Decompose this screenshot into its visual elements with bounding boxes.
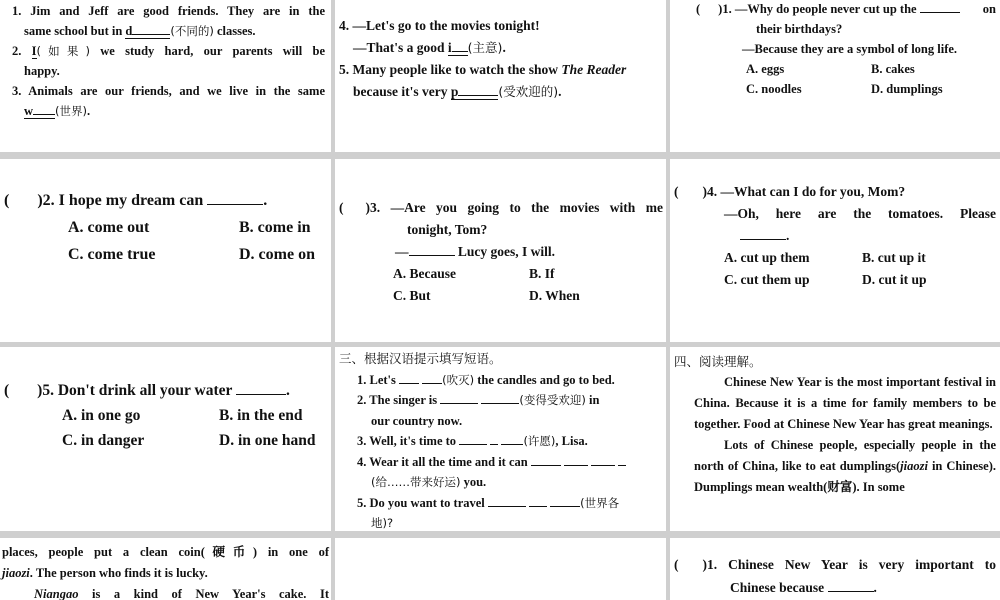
reading-paragraph-1: Chinese New Year is the most important festival in China. Because it is a time for family members to be together. Food at Chinese New Year has great meanings. bbox=[694, 375, 996, 431]
hint-text: (给……带来好运) bbox=[371, 475, 461, 489]
question-text: on bbox=[982, 2, 996, 16]
question-text: the candles and go to bed. bbox=[474, 372, 615, 387]
answer-paren-open: ( bbox=[4, 382, 10, 399]
answer-paren-close: ) bbox=[702, 184, 707, 199]
hint-text: (世界) bbox=[55, 104, 88, 118]
option-b[interactable]: B. cakes bbox=[871, 62, 915, 76]
option-d[interactable]: D. cut it up bbox=[862, 272, 927, 287]
option-d[interactable]: D. in one hand bbox=[219, 432, 316, 449]
answer-blank[interactable] bbox=[24, 104, 55, 119]
panel-mc-2 bbox=[0, 159, 331, 342]
question-text: in bbox=[585, 393, 600, 407]
panel-vocab-fill-2 bbox=[335, 0, 666, 152]
question-text: 5. Many people like to watch the show bbox=[339, 62, 562, 77]
question-text: —Because they are a symbol of long life. bbox=[742, 42, 958, 56]
panel-reading-continued bbox=[0, 538, 331, 600]
section-heading: 三、根据汉语提示填写短语。 bbox=[339, 351, 502, 366]
answer-blank[interactable] bbox=[564, 452, 588, 466]
phrase-item-3 bbox=[339, 431, 663, 452]
answer-blank[interactable] bbox=[399, 370, 419, 384]
question-1 bbox=[12, 1, 325, 41]
question-text: . bbox=[502, 40, 506, 55]
question-text: classes. bbox=[213, 24, 256, 38]
option-d[interactable]: D. come on bbox=[239, 246, 315, 263]
option-c[interactable]: C. come true bbox=[68, 246, 156, 263]
question-text: —Oh, here are the tomatoes. Please bbox=[724, 206, 996, 221]
hint-text: (不同的) bbox=[170, 24, 214, 38]
option-d[interactable]: D. When bbox=[529, 288, 580, 303]
answer-blank[interactable] bbox=[490, 431, 498, 445]
option-c[interactable]: C. in danger bbox=[62, 432, 145, 449]
reading-text: Lots of Chinese people, especially people in the north of China, like to eat dumplings( bbox=[694, 438, 996, 473]
question-text: —That's a good bbox=[353, 40, 448, 55]
question-text: 4. —What can I do for you, Mom? bbox=[707, 184, 906, 199]
question-text: 4. —Let's go to the movies tonight! bbox=[339, 18, 540, 33]
question-text: 3. Well, it's time to bbox=[357, 434, 457, 448]
question-text: — bbox=[395, 244, 409, 259]
answer-blank[interactable] bbox=[125, 24, 170, 39]
phrase-item-1 bbox=[339, 370, 663, 391]
hint-text: (变得受欢迎) bbox=[519, 393, 586, 407]
question-2 bbox=[12, 41, 325, 81]
answer-blank[interactable] bbox=[236, 381, 286, 395]
question-text: 3. Animals are our friends, and we live in the same bbox=[12, 84, 325, 98]
hint-text: (吹灭) bbox=[442, 372, 475, 387]
reading-paragraph-2 bbox=[694, 435, 996, 498]
question-text: . bbox=[558, 84, 562, 99]
question-text: tonight, Tom? bbox=[407, 222, 488, 237]
reading-italic: Niangao bbox=[34, 587, 79, 600]
option-c[interactable]: C. cut them up bbox=[724, 272, 810, 287]
question-text: 2. I hope my dream can bbox=[42, 192, 204, 209]
answer-blank[interactable] bbox=[451, 84, 499, 100]
option-b[interactable]: B. cut up it bbox=[862, 250, 926, 265]
option-b[interactable]: B. come in bbox=[239, 219, 311, 236]
reading-italic: jiaozi bbox=[900, 459, 928, 473]
answer-blank[interactable] bbox=[488, 493, 526, 507]
option-b[interactable]: B. If bbox=[529, 266, 555, 281]
answer-paren-close: ) bbox=[702, 557, 707, 572]
question-text: 1. —Why do people never cut up the bbox=[722, 2, 917, 16]
question-5 bbox=[339, 59, 661, 103]
answer-blank[interactable] bbox=[501, 431, 523, 445]
phrase-item-2 bbox=[339, 390, 663, 431]
option-a[interactable]: A. in one go bbox=[62, 407, 141, 424]
option-d[interactable]: D. dumplings bbox=[871, 82, 943, 96]
answer-paren-open: ( bbox=[339, 200, 344, 215]
question-text: . bbox=[873, 580, 877, 595]
question-text: their birthdays? bbox=[756, 22, 843, 36]
reading-text: in Chinese). Dumplings mean wealth(财富). In some bbox=[694, 459, 996, 494]
question-text: 5. Don't drink all your water bbox=[42, 382, 233, 399]
question-text: we study hard, our parents will be bbox=[89, 44, 326, 58]
answer-blank[interactable] bbox=[550, 493, 580, 507]
section-heading: 四、阅读理解。 bbox=[674, 354, 762, 369]
hint-text: (许愿) bbox=[523, 434, 556, 448]
panel-vocab-fill bbox=[0, 0, 331, 152]
option-a[interactable]: A. Because bbox=[393, 266, 456, 281]
reading-italic: jiaozi bbox=[2, 566, 30, 580]
question-text: same school but in bbox=[24, 24, 126, 38]
answer-paren-open: ( bbox=[674, 184, 679, 199]
answer-paren-close: ) bbox=[718, 2, 723, 16]
panel-empty bbox=[335, 538, 666, 600]
hint-text: 地)? bbox=[371, 516, 394, 530]
answer-blank[interactable] bbox=[618, 452, 626, 466]
question-text: because it's very bbox=[353, 84, 451, 99]
panel-reading bbox=[670, 347, 1000, 531]
answer-blank[interactable] bbox=[591, 452, 615, 466]
hint-text: (受欢迎的) bbox=[498, 84, 559, 99]
question-text: Chinese because bbox=[730, 580, 825, 595]
panel-mc-3 bbox=[335, 159, 666, 342]
first-letter: w bbox=[24, 104, 34, 118]
hint-text: (世界各 bbox=[580, 495, 620, 510]
panel-mc-1 bbox=[670, 0, 1000, 152]
answer-blank[interactable] bbox=[409, 242, 455, 256]
question-text: . bbox=[786, 228, 790, 243]
answer-blank[interactable] bbox=[207, 191, 263, 205]
answer-blank[interactable] bbox=[459, 431, 487, 445]
option-c[interactable]: C. noodles bbox=[746, 82, 802, 96]
first-letter: d bbox=[125, 24, 133, 38]
first-letter: i bbox=[447, 40, 452, 55]
answer-blank[interactable] bbox=[481, 390, 519, 404]
option-c[interactable]: C. But bbox=[393, 288, 431, 303]
question-text: 2. The singer is bbox=[357, 393, 438, 407]
question-text: 1. Jim and Jeff are good friends. They are in the bbox=[12, 4, 325, 18]
panel-reading-question bbox=[670, 538, 1000, 600]
question-4 bbox=[339, 15, 661, 59]
answer-blank[interactable] bbox=[529, 493, 547, 507]
option-a[interactable]: A. cut up them bbox=[724, 250, 810, 265]
reading-text: places, people put a clean coin(硬币) in one of bbox=[2, 545, 329, 559]
question-text: 2. bbox=[12, 44, 32, 58]
question-text: . bbox=[87, 104, 91, 118]
answer-blank[interactable] bbox=[422, 370, 442, 384]
question-text: Lucy goes, I will. bbox=[454, 244, 556, 259]
first-letter: p bbox=[450, 84, 459, 99]
show-title: The Reader bbox=[561, 62, 627, 77]
answer-blank[interactable] bbox=[440, 390, 478, 404]
hint-text: (主意) bbox=[467, 40, 503, 55]
answer-blank[interactable] bbox=[448, 40, 468, 56]
question-text: , Lisa. bbox=[555, 434, 588, 448]
question-text: our country now. bbox=[371, 413, 463, 428]
answer-paren-close: ) bbox=[37, 192, 43, 209]
answer-paren-open: ( bbox=[696, 2, 701, 16]
question-text: 4. Wear it all the time and it can bbox=[357, 454, 528, 469]
panel-mc-4 bbox=[670, 159, 1000, 342]
answer-blank[interactable] bbox=[531, 452, 561, 466]
option-a[interactable]: A. come out bbox=[68, 219, 150, 236]
question-text: . bbox=[263, 192, 268, 209]
answer-blank[interactable] bbox=[920, 0, 960, 13]
question-text: you. bbox=[460, 475, 487, 489]
question-text: 3. —Are you going to the movies with me bbox=[370, 200, 663, 215]
answer-blank[interactable] bbox=[828, 578, 874, 592]
option-b[interactable]: B. in the end bbox=[219, 407, 303, 424]
phrase-item-5 bbox=[339, 493, 663, 532]
answer-paren-close: ) bbox=[37, 382, 43, 399]
question-text: . bbox=[285, 382, 290, 399]
question-text: 1. Chinese New Year is very important to bbox=[707, 557, 996, 572]
answer-blank[interactable] bbox=[740, 226, 786, 240]
question-text: happy. bbox=[24, 64, 60, 78]
question-text: 5. Do you want to travel bbox=[357, 495, 485, 510]
panel-phrase-fill bbox=[335, 347, 666, 531]
answer-paren-open: ( bbox=[674, 557, 679, 572]
first-letter: I bbox=[31, 44, 37, 58]
option-a[interactable]: A. eggs bbox=[746, 62, 785, 76]
answer-paren-close: ) bbox=[365, 200, 370, 215]
answer-paren-open: ( bbox=[4, 192, 10, 209]
reading-text: . The person who finds it is lucky. bbox=[29, 566, 208, 580]
reading-text: is a kind of New Year's cake. It bbox=[78, 587, 329, 600]
phrase-item-4 bbox=[339, 452, 663, 493]
question-3 bbox=[12, 81, 325, 121]
hint-text: (如果) bbox=[36, 44, 90, 58]
panel-mc-5 bbox=[0, 347, 331, 531]
question-text: 1. Let's bbox=[357, 372, 396, 387]
